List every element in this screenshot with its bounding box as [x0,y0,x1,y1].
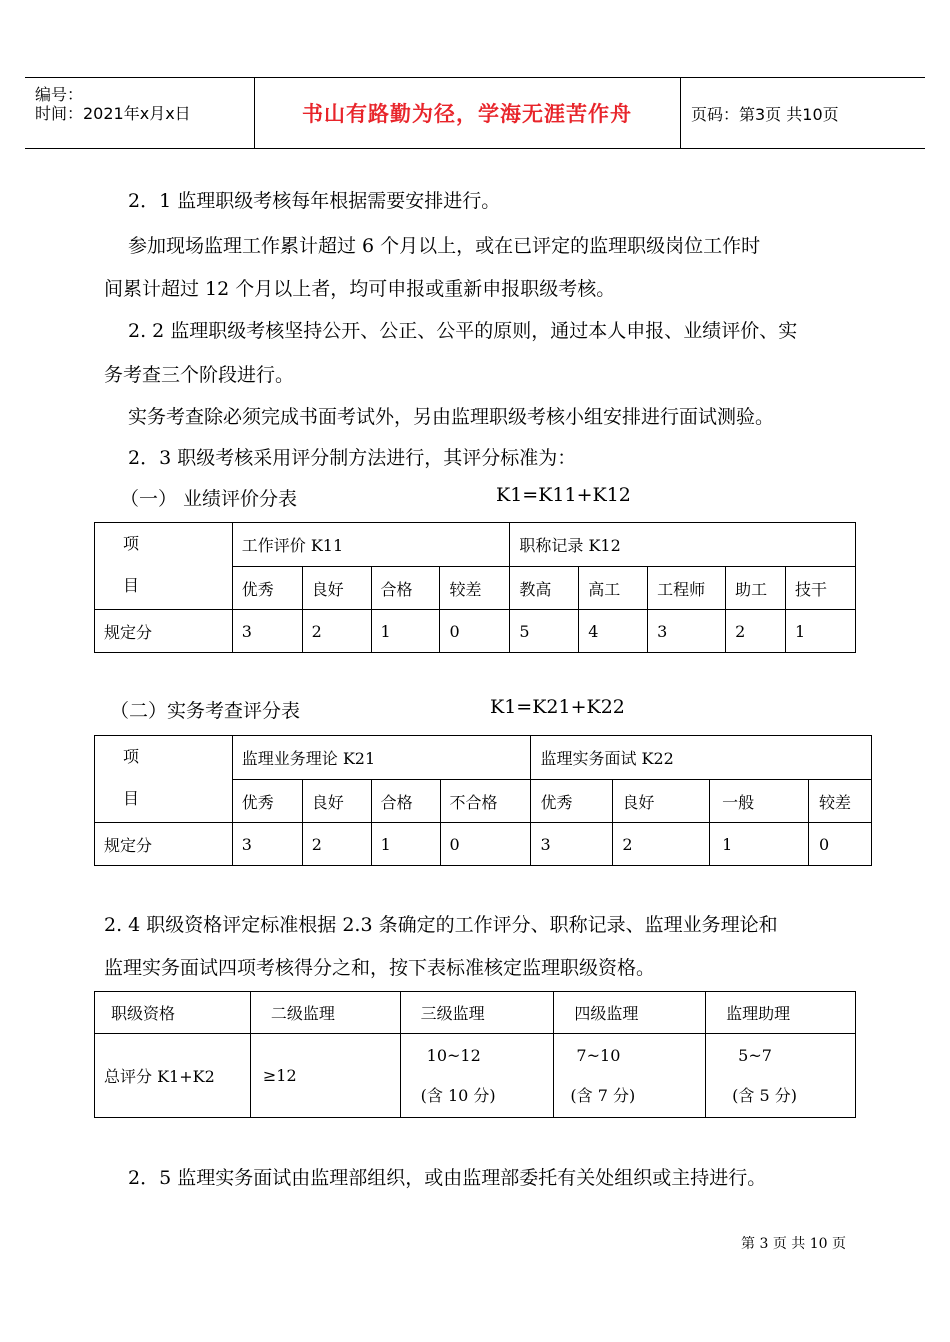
item-label-2: 目 [123,789,140,808]
page-label: 页码：第3页 共10页 [691,105,839,124]
range-cell [706,1034,856,1118]
level-header: 二级监理 [250,992,400,1034]
column-header: 高工 [579,567,648,610]
column-header: 优秀 [531,780,613,823]
paragraph-2-1b-line2: 间累计超过 12 个月以上者，均可申报或重新申报职级考核。 [104,278,616,300]
row-label: 规定分 [95,823,233,866]
paragraph-2-1b-line1: 参加现场监理工作累计超过 6 个月以上，或在已评定的监理职级岗位工作时 [128,235,761,257]
score-cell: 1 [786,610,856,653]
column-header: 合格 [371,567,440,610]
score-cell: 5 [510,610,579,653]
column-header: 良好 [302,567,371,610]
level-header: 监理助理 [706,992,856,1034]
group-header-k22: 监理实务面试 K22 [531,736,872,780]
column-header: 优秀 [232,780,302,823]
paragraph-2-3: 2．3 职级考核采用评分制方法进行，其评分标准为： [128,447,577,469]
level-header: 四级监理 [554,992,706,1034]
table-row [95,823,872,866]
column-header: 一般 [710,780,809,823]
column-header: 较差 [809,780,872,823]
item-label-1: 项 [123,534,140,553]
level-header: 三级监理 [400,992,554,1034]
score-cell: 2 [726,610,786,653]
column-header: 较差 [440,567,510,610]
range-note: (含 7 分) [570,1085,636,1105]
score-cell: 0 [440,610,510,653]
table1-caption: （一） 业绩评价分表 [120,488,298,510]
range-value: 7~10 [576,1045,621,1065]
score-cell: 3 [648,610,726,653]
table2-formula: K1=K21+K22 [490,696,625,718]
practice-score-table [94,735,872,866]
table-row [95,610,856,653]
score-cell: 2 [302,823,371,866]
score-cell: 2 [613,823,710,866]
score-cell: 4 [579,610,648,653]
range-note: (含 5 分) [732,1085,798,1105]
header-motto: 书山有路勤为径，学海无涯苦作舟 [302,102,632,126]
page-footer: 第 3 页 共 10 页 [741,1236,846,1252]
paragraph-2-4-line2: 监理实务面试四项考核得分之和，按下表标准核定监理职级资格。 [104,957,656,979]
score-cell: 3 [232,823,302,866]
range-value: 5~7 [738,1045,772,1065]
item-label-2: 目 [123,576,140,595]
range-cell: ≥12 [250,1034,400,1118]
column-header: 良好 [613,780,710,823]
range-cell [400,1034,554,1118]
item-label-1: 项 [123,747,140,766]
score-cell: 2 [302,610,371,653]
item-header [95,736,233,823]
column-header: 技干 [786,567,856,610]
paragraph-2-4-line1: 2. 4 职级资格评定标准根据 2.3 条确定的工作评分、职称记录、监理业务理论和 [104,914,778,936]
column-header: 合格 [371,780,440,823]
score-cell: 3 [232,610,302,653]
column-header: 助工 [726,567,786,610]
column-header: 不合格 [440,780,531,823]
item-header [95,523,233,610]
table2-caption: （二）实务考查评分表 [110,700,301,722]
table-row [95,1034,856,1118]
performance-score-table [94,522,856,653]
paragraph-2-2b: 实务考查除必须完成书面考试外，另由监理职级考核小组安排进行面试测验。 [128,406,775,428]
paragraph-2-2-line2: 务考查三个阶段进行。 [104,364,295,386]
score-cell: 1 [371,823,440,866]
score-cell: 1 [710,823,809,866]
paragraph-2-1: 2．1 监理职级考核每年根据需要安排进行。 [128,190,501,212]
row-label: 总评分 K1+K2 [95,1034,251,1118]
range-cell [554,1034,706,1118]
column-header: 良好 [302,780,371,823]
paragraph-2-2-line1: 2. 2 监理职级考核坚持公开、公正、公平的原则，通过本人申报、业绩评价、实 [128,320,798,342]
column-header: 教高 [510,567,579,610]
score-cell: 1 [371,610,440,653]
group-header-k12: 职称记录 K12 [510,523,856,567]
range-note: (含 10 分) [420,1085,496,1105]
score-cell: 0 [809,823,872,866]
page-header [25,77,925,149]
column-header: 工程师 [648,567,726,610]
row-label: 规定分 [95,610,233,653]
qualification-header: 职级资格 [95,992,251,1034]
score-cell: 3 [531,823,613,866]
group-header-k21: 监理业务理论 K21 [232,736,531,780]
group-header-k11: 工作评价 K11 [232,523,510,567]
paragraph-2-5: 2．5 监理实务面试由监理部组织，或由监理部委托有关处组织或主持进行。 [128,1167,767,1189]
header-divider [680,78,681,148]
time-label: 时间：2021年x月x日 [35,104,191,123]
column-header: 优秀 [232,567,302,610]
number-label: 编号： [35,85,84,104]
range-value: 10~12 [426,1045,481,1065]
score-cell: 0 [440,823,531,866]
grade-qualification-table [94,991,856,1118]
table1-formula: K1=K11+K12 [496,484,631,506]
